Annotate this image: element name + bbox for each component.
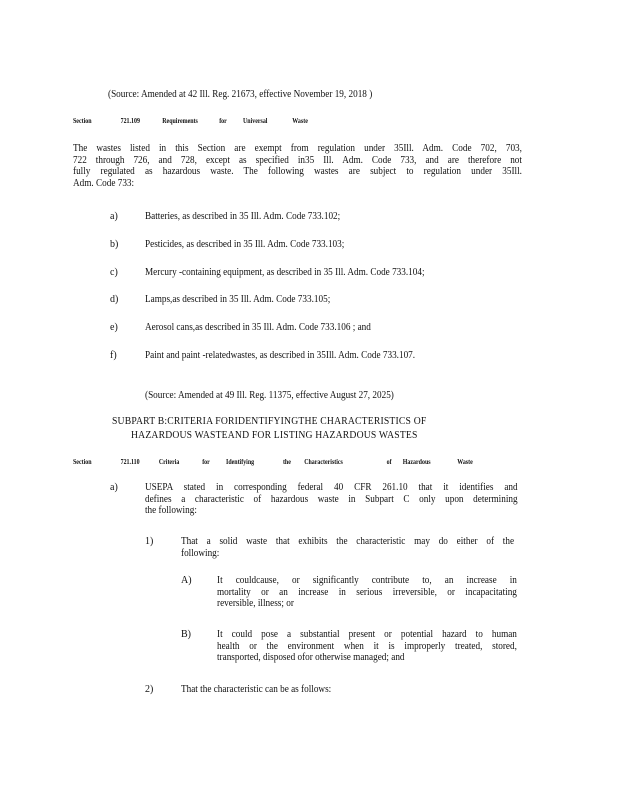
paragraph-line: following: xyxy=(181,547,220,559)
section-title-word: Waste xyxy=(292,117,308,125)
list-marker: a) xyxy=(110,211,118,222)
section-title-word: the xyxy=(282,458,291,466)
section-title-word: Hazardous xyxy=(402,458,431,466)
intro-paragraph xyxy=(73,143,522,189)
list-marker: b) xyxy=(110,239,119,250)
paragraph-line: defines a characteristic of hazardous waste in Subpart C only upon determining xyxy=(145,493,518,505)
paragraph-line: It couldcause, or significantly contribute to, an increase in xyxy=(217,575,517,586)
list-marker: f) xyxy=(110,350,117,361)
section-title-word: Requirements xyxy=(162,117,198,125)
paragraph-line: fully regulated as hazardous waste. The following wastes are subject to regulation under 35Ill. xyxy=(73,166,522,177)
source-note: (Source: Amended at 49 Ill. Reg. 11375, effective August 27, 2025) xyxy=(145,390,394,401)
list-marker: 2) xyxy=(145,684,154,695)
section-title-word: Identifying xyxy=(226,458,255,466)
list-item: Paint and paint -relatedwastes, as described in 35Ill. Adm. Code 733.107. xyxy=(145,350,416,361)
paragraph-line: health or the environment when it is improperly treated, stored, xyxy=(217,640,517,652)
paragraph-line: The wastes listed in this Section are exempt from regulation under 35Ill. Adm. Code 702, 703, xyxy=(73,143,522,154)
paragraph-line: That a solid waste that exhibits the characteristic may do either of the xyxy=(181,536,515,547)
list-marker: B) xyxy=(181,629,191,640)
subpart-heading-line: SUBPART B:CRITERIA FORIDENTIFYINGTHE CHARACTERISTICS OF xyxy=(112,416,427,427)
section-title-word: of xyxy=(386,458,392,466)
paragraph-line: 722 through 726, and 728, except as specified in35 Ill. Adm. Code 733, and are therefore not xyxy=(73,154,522,166)
list-item: That the characteristic can be as follows: xyxy=(181,684,332,695)
paragraph-line: mortality or an increase in serious irreversible, or incapacitating xyxy=(217,586,517,598)
item-paragraph xyxy=(217,629,517,664)
section-number: 721.110 xyxy=(120,458,140,466)
paragraph-line: It could pose a substantial present or potential hazard to human xyxy=(217,629,517,640)
paragraph-line: transported, disposed ofor otherwise managed; and xyxy=(217,652,405,663)
item-paragraph xyxy=(145,482,518,517)
list-item: Aerosol cans,as described in 35 Ill. Adm. Code 733.106 ; and xyxy=(145,322,371,333)
section-label: Section xyxy=(73,458,92,466)
item-paragraph xyxy=(181,536,514,559)
section-title-word: for xyxy=(202,458,210,466)
paragraph-line: the following: xyxy=(145,505,197,516)
list-marker: 1) xyxy=(145,536,154,547)
section-title-word: Universal xyxy=(243,117,268,125)
list-marker: d) xyxy=(110,294,119,305)
section-title-word: Criteria xyxy=(158,458,180,466)
list-item: Pesticides, as described in 35 Ill. Adm. Code 733.103; xyxy=(145,239,345,250)
source-note: (Source: Amended at 42 Ill. Reg. 21673, effective November 19, 2018 ) xyxy=(108,89,373,100)
list-marker: A) xyxy=(181,575,192,586)
list-marker: c) xyxy=(110,267,118,278)
list-marker: a) xyxy=(110,482,118,493)
paragraph-line: reversible, illness; or xyxy=(217,598,294,609)
subpart-heading-line: HAZARDOUS WASTEAND FOR LISTING HAZARDOUS WASTES xyxy=(131,430,418,441)
section-title-word: Waste xyxy=(457,458,473,466)
list-marker: e) xyxy=(110,322,118,333)
section-label: Section xyxy=(73,117,92,125)
paragraph-line: Adm. Code 733: xyxy=(73,177,135,189)
list-item: Lamps,as described in 35 Ill. Adm. Code 733.105; xyxy=(145,294,331,305)
section-number: 721.109 xyxy=(120,117,140,125)
section-title-word: Characteristics xyxy=(304,458,343,466)
list-item: Mercury -containing equipment, as described in 35 Ill. Adm. Code 733.104; xyxy=(145,267,425,278)
item-paragraph xyxy=(217,575,517,610)
section-title-word: for xyxy=(219,117,227,125)
paragraph-line: USEPA stated in corresponding federal 40 CFR 261.10 that it identifies and xyxy=(145,482,518,493)
list-item: Batteries, as described in 35 Ill. Adm. Code 733.102; xyxy=(145,211,341,222)
